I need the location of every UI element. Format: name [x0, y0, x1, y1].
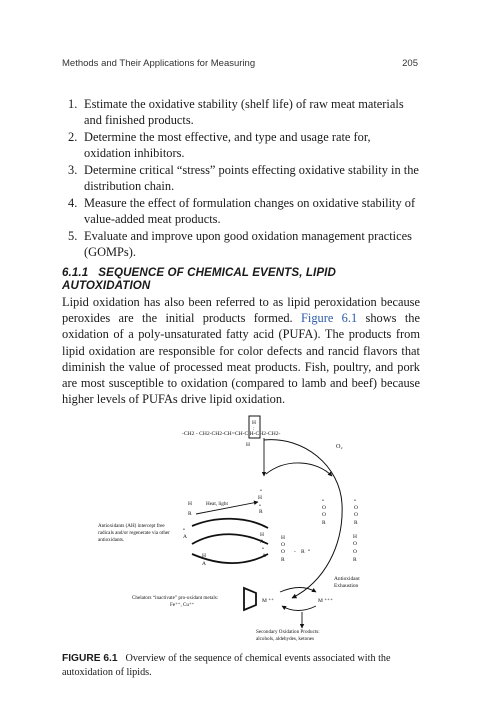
rooh-r: R [353, 557, 357, 563]
list-item [62, 129, 420, 161]
antioxidant-exhaustion-line2: Exhaustion [334, 583, 359, 589]
figure-caption [62, 652, 422, 680]
metal-redox-arrow-bottom [282, 606, 316, 611]
antioxidant-curve-upper [192, 519, 268, 528]
list-number: 2. [68, 130, 78, 144]
page-number: 205 [402, 58, 418, 69]
section-heading [62, 266, 422, 292]
section-title: SEQUENCE OF CHEMICAL EVENTS, LIPID AUTOXIDATION [62, 266, 336, 292]
ah-h: H [260, 532, 264, 538]
alkyl-radical-dot: • [259, 503, 261, 509]
radical-dot: • [354, 498, 356, 504]
caption-label: FIGURE 6.1 [62, 653, 118, 664]
bond-colon: : [253, 426, 255, 432]
page-header [62, 58, 418, 72]
antioxidant-exhaustion-line1: Antioxidant [334, 576, 360, 582]
list-item-text: Estimate the oxidative stability (shelf life) of raw meat materials and finished products. [84, 97, 404, 127]
hydroperoxide-r: R [281, 557, 285, 563]
hydroperoxide-h: H [281, 535, 285, 541]
hydroperoxide-o1: O [281, 542, 285, 548]
autoxidation-diagram [96, 414, 416, 644]
secondary-products-line1: Secondary Oxidation Products: [256, 629, 320, 635]
hydroperoxide-o2: O [281, 549, 285, 555]
list-number: 1. [68, 97, 78, 111]
a-radical: A [262, 553, 266, 559]
alkyl-radical-r: R [259, 509, 263, 515]
rh-hydrogen: H [188, 501, 192, 507]
chelators-note-line1: Chelators “inactivate” pro-oxidant metals: [132, 595, 219, 601]
metal-redox-arrow-top [280, 588, 316, 593]
antioxidants-note-line2: radicals and/or regenerate via other [98, 530, 170, 536]
free-radical-dot: • [260, 488, 262, 494]
list-number: 4. [68, 196, 78, 210]
antioxidants-note-line3: antioxidants. [98, 537, 125, 543]
secondary-products-line2: alcohols, aldehydes, ketones [256, 636, 314, 642]
list-item [62, 228, 420, 260]
antioxidant-a: A [202, 561, 206, 567]
peroxyl-o1: O [322, 505, 326, 511]
peroxyl-r: R [322, 520, 326, 526]
list-item [62, 162, 420, 194]
antioxidant-h: H [202, 553, 206, 559]
list-item-text: Determine the most effective, and type and usage rate for, oxidation inhibitors. [84, 130, 371, 160]
caption-text: Overview of the sequence of chemical events associated with the autoxidation of lipids. [62, 653, 391, 678]
bond-dash: - [294, 549, 296, 555]
paragraph-text: shows the oxidation of a poly-unsaturated fatty acid (PUFA). The products from lipid oxidation are responsible for color defects and rancid flavors that diminish the value of processed meat products. Fish, poultry, and pork are most susceptible to oxidation (compared to lamb and beef) because higher levels of PUFAs drive lipid oxidation. [62, 311, 420, 407]
running-head: Methods and Their Applications for Measuring [62, 58, 256, 69]
fatty-acid-chain: -CH2 - CH2-CH2-CH=CH-C H-CH2-CH2- [182, 431, 281, 437]
body-paragraph [62, 294, 420, 407]
rooh-h: H [353, 534, 357, 540]
peroxyl-o2: O [322, 512, 326, 518]
radical-o2: O [354, 512, 358, 518]
list-number: 3. [68, 163, 78, 177]
rooh-o2: O [353, 549, 357, 555]
list-item-text: Evaluate and improve upon good oxidation management practices (GOMPs). [84, 229, 412, 259]
list-item [62, 195, 420, 227]
a-radical-dot: • [262, 546, 264, 552]
list-number: 5. [68, 229, 78, 243]
metal-reduced: M ⁺⁺ [262, 598, 275, 604]
chain-hydrogen: H [246, 442, 250, 448]
objectives-list [62, 96, 420, 261]
radical-o1: O [354, 505, 358, 511]
r-radical: R [301, 549, 305, 555]
list-item-text: Measure the effect of formulation changes on oxidative stability of value-added meat products. [84, 196, 416, 226]
paragraph-text: Lipid oxidation has also been referred to as lipid peroxidation because peroxides are the initial products formed. [62, 295, 420, 326]
antioxidants-note-line1: Antioxidants (AH) intercept free [98, 523, 165, 529]
antioxidant-radical-a: A [183, 534, 187, 540]
list-item-text: Determine critical “stress” points effecting oxidative stability in the distribution chain. [84, 163, 419, 193]
free-radical-h: H [258, 495, 262, 501]
rh-r: R [188, 511, 192, 517]
figure-6-1 [96, 414, 416, 644]
oxygen-label: O₂ [336, 443, 343, 450]
oxygen-uptake-arrow [266, 463, 332, 476]
chelator-shape [244, 588, 256, 610]
antioxidant-radical-dot: • [183, 527, 185, 533]
ah-a: A [260, 539, 264, 545]
radical-r: R [354, 520, 358, 526]
chelators-note-line2: Fe⁺⁺, Cu⁺⁺ [170, 602, 195, 608]
heat-light-label: Heat, light [206, 501, 228, 507]
peroxyl-dot: • [322, 498, 324, 504]
figure-link[interactable]: Figure 6.1 [300, 311, 358, 326]
r-radical-dot: • [308, 548, 310, 554]
section-number: 6.1.1 [62, 266, 89, 279]
rooh-o1: O [353, 541, 357, 547]
metal-oxidized: M ⁺⁺⁺ [318, 598, 333, 604]
list-item [62, 96, 420, 128]
abstracted-hydrogen: H [252, 420, 256, 426]
antioxidant-curve-middle [192, 534, 268, 544]
